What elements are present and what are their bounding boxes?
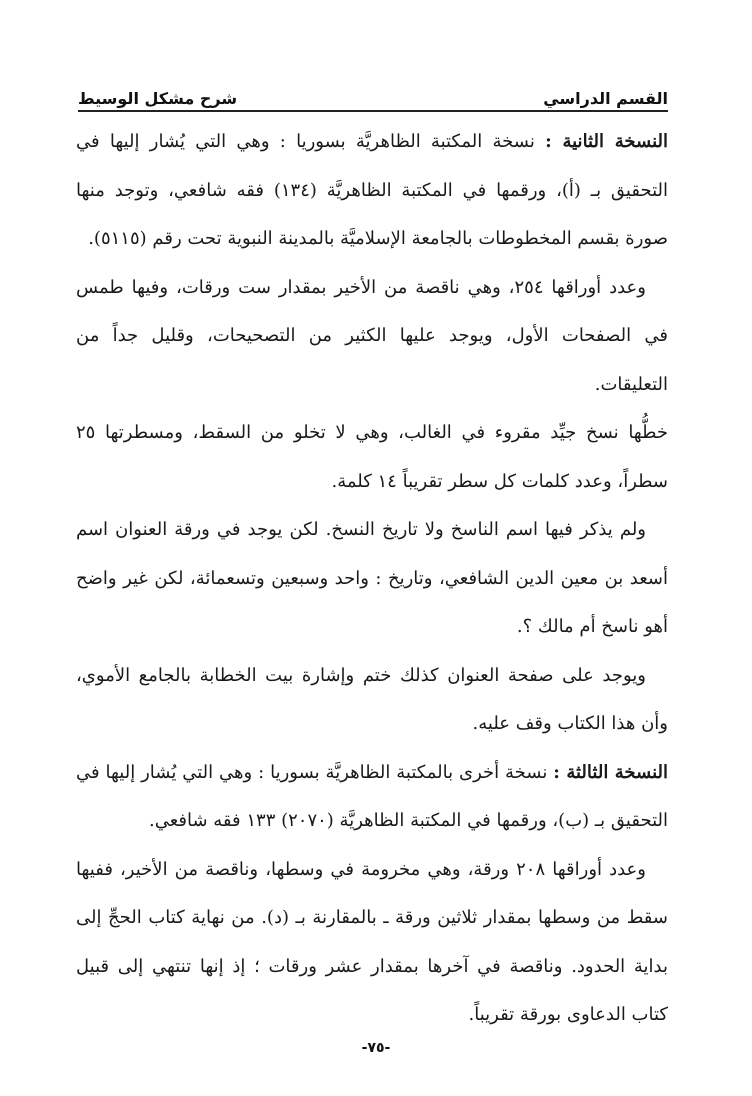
paragraph-copyist (76, 506, 668, 652)
paragraph-third-copy (76, 749, 668, 846)
body-text (76, 118, 668, 1040)
paragraph-text: نسخة المكتبة الظاهريَّة بسوريا : وهي التي يُشار إليها في التحقيق بـ (أ)، ورقمها في المكتبة الظاهريَّة (١٣٤) فقه شافعي، وتوجد منها صورة بقسم المخطوطات بالجامعة الإسلاميَّة بالمدينة النبوية تحت رقم (٥١١٥). (76, 131, 669, 249)
running-header (78, 78, 668, 108)
paragraph-text: خطُّها نسخ جيِّد مقروء في الغالب، وهي لا تخلو من السقط، ومسطرتها ٢٥ سطراً، وعدد كلمات كل سطر تقريباً ١٤ كلمة. (76, 422, 668, 492)
paragraph-seal (76, 652, 668, 749)
page-number: -٧٥- (361, 1040, 391, 1056)
section-title: القسم الدراسي (543, 89, 668, 108)
paragraph-text: ولم يذكر فيها اسم الناسخ ولا تاريخ النسخ. لكن يوجد في ورقة العنوان اسم أسعد بن معين الدين الشافعي، وتاريخ : واحد وسبعين وتسعمائة، لكن غير واضح أهو ناسخ أم مالك ؟. (76, 519, 668, 637)
paragraph-text: وعدد أوراقها ٢٥٤، وهي ناقصة من الأخير بمقدار ست ورقات، وفيها طمس في الصفحات الأول، ويوجد عليها الكثير من التصحيحات، وقليل جداً من التعليقات. (76, 276, 668, 395)
paragraph-second-copy (76, 118, 668, 264)
paragraph-leaf-count (76, 264, 668, 410)
paragraph-script (76, 409, 668, 506)
paragraph-text: نسخة أخرى بالمكتبة الظاهريَّة بسوريا : وهي التي يُشار إليها في التحقيق بـ (ب)، ورقمها في المكتبة الظاهريَّة (٢٠٧٠) ١٣٣ فقه شافعي. (76, 761, 668, 831)
paragraph-gaps (76, 846, 668, 1040)
book-title: شرح مشكل الوسيط (78, 89, 238, 108)
paragraph-text: وعدد أوراقها ٢٠٨ ورقة، وهي مخرومة في وسطها، وناقصة من الأخير، ففيها سقط من وسطها بمقدار ثلاثين ورقة ـ بالمقارنة بـ (د). من نهاية كتاب الحجِّ إلى بداية الحدود. وناقصة في آخرها بمقدار عشر ورقات ؛ إذ إنها تنتهي إلى قبيل كتاب الدعاوى بورقة تقريباً. (76, 858, 668, 1025)
paragraph-lead: النسخة الثالثة : (553, 761, 669, 783)
paragraph-lead: النسخة الثانية : (545, 131, 668, 152)
header-rule (78, 110, 668, 112)
paragraph-text: ويوجد على صفحة العنوان كذلك ختم وإشارة بيت الخطابة بالجامع الأموي، وأن هذا الكتاب وقف عليه. (76, 664, 668, 734)
